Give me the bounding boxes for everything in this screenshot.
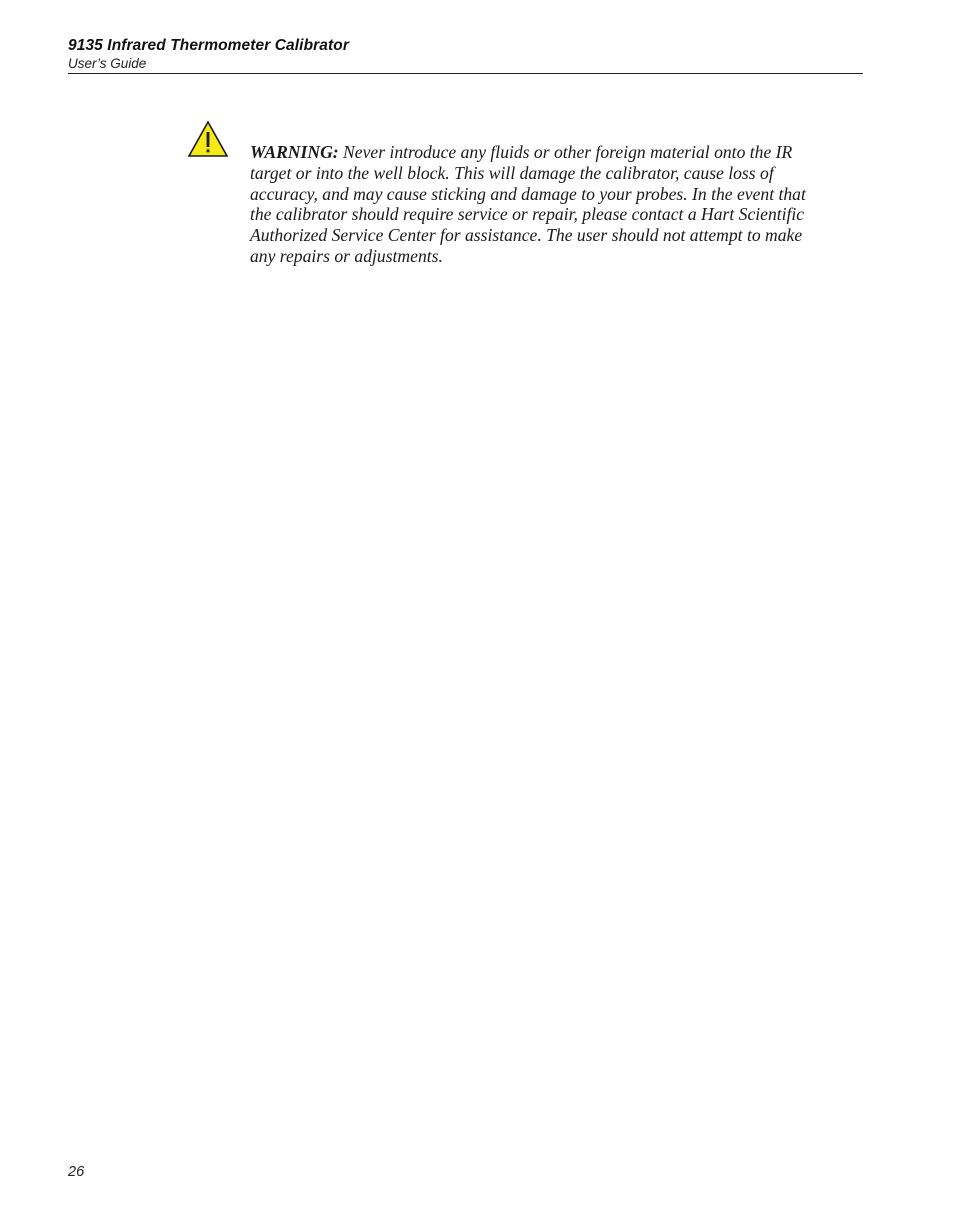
warning-paragraph (250, 142, 825, 267)
warning-label: WARNING: (250, 142, 339, 162)
document-subtitle: User’s Guide (68, 56, 147, 71)
warning-triangle-icon (187, 120, 229, 158)
page-header (68, 36, 863, 72)
header-divider (68, 73, 863, 74)
document-title: 9135 Infrared Thermometer Calibrator (68, 37, 349, 54)
warning-body: Never introduce any fluids or other foreign material onto the IR target or into the well block. This will damage the calibrator, cause loss of accuracy, and may cause sticking and damage to your probes. In the event that the calibrator should require service or repair, please contact a Hart Scientific Authorized Service Center for assistance. The user should not attempt to make any repairs or adjustments. (250, 142, 806, 266)
page-number: 26 (68, 1164, 85, 1180)
